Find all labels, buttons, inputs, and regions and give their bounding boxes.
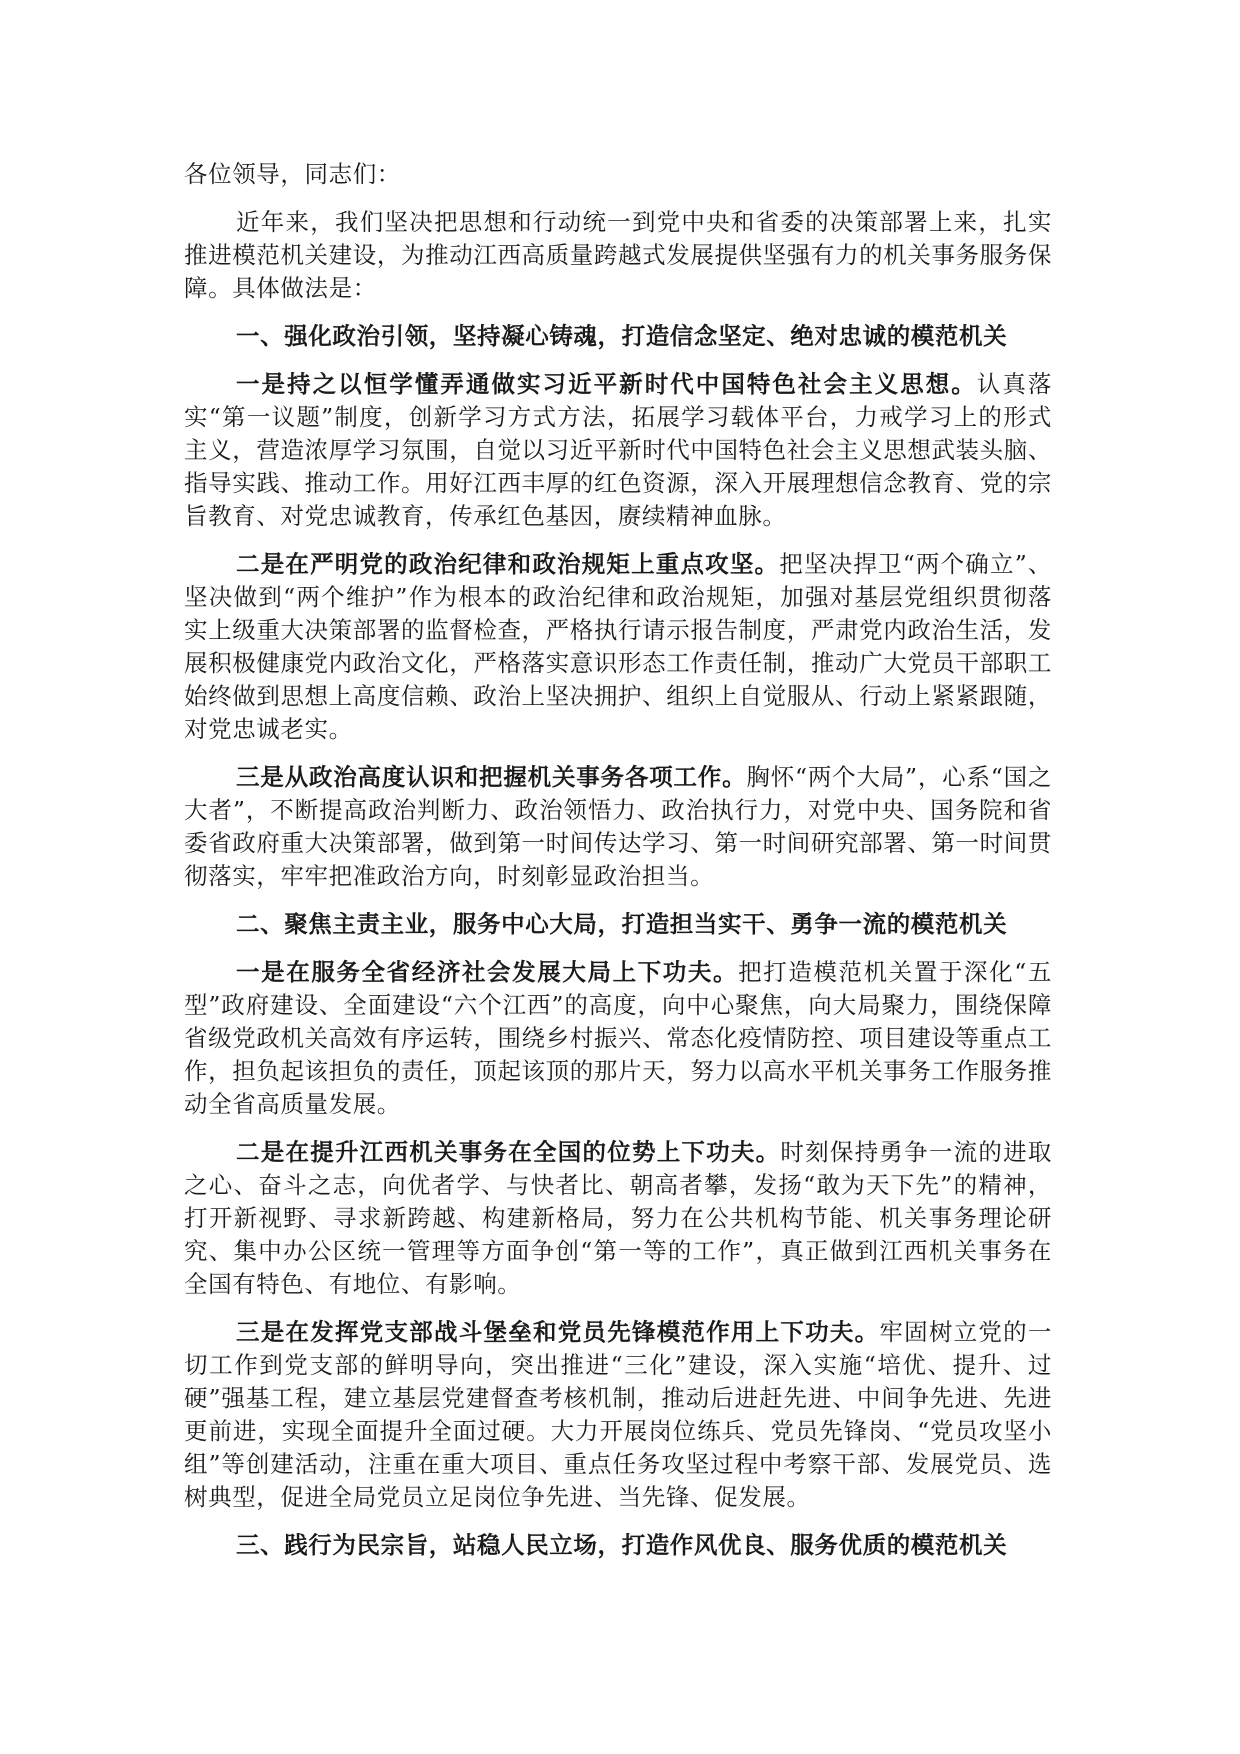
section-heading-1: 一、强化政治引领，坚持凝心铸魂，打造信念坚定、绝对忠诚的模范机关: [236, 322, 1008, 350]
paragraph-lead: 二是在严明党的政治纪律和政治规矩上重点攻坚。: [236, 550, 780, 578]
paragraph: [184, 548, 1052, 746]
paragraph-lead: 三是从政治高度认识和把握机关事务各项工作。: [236, 763, 747, 791]
paragraph-lead: 二是在提升江西机关事务在全国的位势上下功夫。: [236, 1138, 781, 1166]
paragraph-text: 把打造模范机关置于深化“五型”政府建设、全面建设“六个江西”的高度，向中心聚焦，向大局聚力，围绕保障省级党政机关高效有序运转，围绕乡村振兴、常态化疫情防控、项目建设等重点工作，担负起该担负的责任，顶起该顶的那片天，努力以高水平机关事务工作服务推动全省高质量发展。: [184, 958, 1052, 1118]
paragraph-text: 认真落实“第一议题”制度，创新学习方式方法，拓展学习载体平台，力戒学习上的形式主义，营造浓厚学习氛围，自觉以习近平新时代中国特色社会主义思想武装头脑、指导实践、推动工作。用好江西丰厚的红色资源，深入开展理想信念教育、党的宗旨教育、对党忠诚教育，传承红色基因，赓续精神血脉。: [184, 370, 1052, 530]
document-page: [184, 158, 1052, 1577]
paragraph: [184, 956, 1052, 1121]
intro-paragraph: 近年来，我们坚决把思想和行动统一到党中央和省委的决策部署上来，扎实推进模范机关建设，为推动江西高质量跨越式发展提供坚强有力的机关事务服务保障。具体做法是：: [184, 208, 1052, 302]
paragraph-lead: 一是在服务全省经济社会发展大局上下功夫。: [236, 958, 739, 986]
paragraph-text: 胸怀“两个大局”，心系“国之大者”，不断提高政治判断力、政治领悟力、政治执行力，对党中央、国务院和省委省政府重大决策部署，做到第一时间传达学习、第一时间研究部署、第一时间贯彻落实，牢牢把准政治方向，时刻彰显政治担当。: [184, 763, 1052, 890]
paragraph-text: 时刻保持勇争一流的进取之心、奋斗之志，向优者学、与快者比、朝高者攀，发扬“敢为天下先”的精神，打开新视野、寻求新跨越、构建新格局，努力在公共机构节能、机关事务理论研究、集中办公区统一管理等方面争创“第一等的工作”，真正做到江西机关事务在全国有特色、有地位、有影响。: [184, 1138, 1052, 1298]
salutation: 各位领导，同志们：: [184, 160, 401, 188]
section-heading-3: 三、践行为民宗旨，站稳人民立场，打造作风优良、服务优质的模范机关: [236, 1531, 1008, 1559]
paragraph: [184, 1136, 1052, 1301]
paragraph: [184, 368, 1052, 533]
section-heading-2: 二、聚焦主责主业，服务中心大局，打造担当实干、勇争一流的模范机关: [236, 910, 1008, 938]
paragraph: [184, 761, 1052, 893]
paragraph: [184, 1316, 1052, 1514]
paragraph-text: 牢固树立党的一切工作到党支部的鲜明导向，突出推进“三化”建设，深入实施“培优、提升、过硬”强基工程，建立基层党建督查考核机制，推动后进赶先进、中间争先进、先进更前进，实现全面提升全面过硬。大力开展岗位练兵、党员先锋岗、“党员攻坚小组”等创建活动，注重在重大项目、重点任务攻坚过程中考察干部、发展党员、选树典型，促进全局党员立足岗位争先进、当先锋、促发展。: [184, 1318, 1053, 1511]
paragraph-lead: 一是持之以恒学懂弄通做实习近平新时代中国特色社会主义思想。: [236, 370, 977, 398]
paragraph-text: 把坚决捍卫“两个确立”、坚决做到“两个维护”作为根本的政治纪律和政治规矩，加强对基层党组织贯彻落实上级重大决策部署的监督检查，严格执行请示报告制度，严肃党内政治生活，发展积极健康党内政治文化，严格落实意识形态工作责任制，推动广大党员干部职工始终做到思想上高度信赖、政治上坚决拥护、组织上自觉服从、行动上紧紧跟随，对党忠诚老实。: [184, 550, 1052, 743]
paragraph-lead: 三是在发挥党支部战斗堡垒和党员先锋模范作用上下功夫。: [236, 1318, 880, 1346]
